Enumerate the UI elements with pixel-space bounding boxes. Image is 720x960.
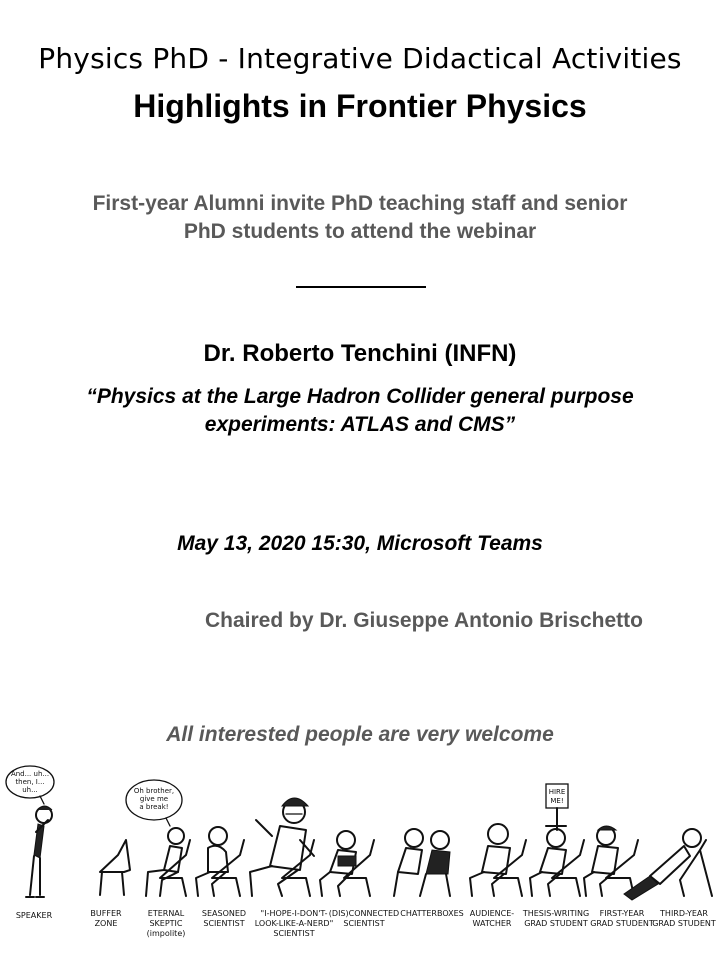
thesis-writing-student-figure: [530, 784, 584, 896]
chatterboxes-figures: [394, 829, 450, 896]
label-audience-watcher-1: AUDIENCE-: [469, 909, 515, 918]
label-audience-watcher-2: WATCHER: [472, 919, 512, 928]
speaker-name: Dr. Roberto Tenchini (INFN): [203, 340, 517, 367]
skeptic-figure: [126, 780, 190, 896]
page-title: Highlights in Frontier Physics: [133, 88, 587, 124]
label-nerd-scientist-1: "I-HOPE-I-DON'T-: [260, 909, 328, 918]
label-chatterboxes: CHATTERBOXES: [400, 909, 464, 918]
label-nerd-scientist-3: SCIENTIST: [273, 929, 315, 938]
empty-chair: [100, 840, 130, 895]
label-nerd-scientist-2: LOOK-LIKE-A-NERD": [254, 919, 334, 928]
cartoon-labels: [16, 909, 716, 938]
welcome-text: All interested people are very welcome: [166, 723, 554, 746]
label-disconnected-scientist-1: (DIS)CONNECTED: [328, 909, 400, 918]
chair-text: Chaired by Dr. Giuseppe Antonio Brischetto: [205, 609, 643, 632]
label-speaker: SPEAKER: [15, 911, 53, 920]
disconnected-scientist-figure: [320, 831, 374, 896]
label-third-year-1: THIRD-YEAR: [660, 909, 708, 918]
label-first-year-2: GRAD STUDENT: [590, 919, 654, 928]
nerd-scientist-figure: [250, 798, 314, 896]
label-seasoned-scientist-1: SEASONED: [201, 909, 247, 918]
label-buffer-zone-2: ZONE: [94, 919, 118, 928]
skeptic-bubble-line-3: a break!: [139, 803, 169, 811]
label-disconnected-scientist-2: SCIENTIST: [343, 919, 385, 928]
talk-title: “Physics at the Large Hadron Collider general purpose experiments: ATLAS and CMS”: [86, 385, 634, 436]
speaker-bubble-line-3: uh...: [22, 786, 38, 794]
label-buffer-zone-1: BUFFER: [90, 909, 122, 918]
label-eternal-skeptic-2: SKEPTIC: [149, 919, 183, 928]
label-first-year-1: FIRST-YEAR: [599, 909, 645, 918]
label-eternal-skeptic-3: (impolite): [146, 929, 186, 938]
audience-cartoon: [0, 760, 720, 956]
speaker-bubble-line-1: And... uh...: [10, 770, 50, 778]
program-subtitle: Physics PhD - Integrative Didactical Activities: [38, 42, 682, 75]
label-third-year-2: GRAD STUDENT: [652, 919, 716, 928]
first-year-student-figure: [584, 826, 638, 896]
audience-watcher-figure: [470, 824, 526, 896]
seasoned-scientist-figure: [196, 827, 244, 896]
skeptic-bubble-line-2: give me: [139, 795, 169, 803]
divider-line: [296, 286, 426, 288]
skeptic-bubble-line-1: Oh brother,: [133, 787, 175, 795]
schedule-text: May 13, 2020 15:30, Microsoft Teams: [177, 532, 543, 555]
label-thesis-writing-2: GRAD STUDENT: [524, 919, 588, 928]
sign-text-line-2: ME!: [550, 797, 564, 805]
speaker-figure: [6, 766, 54, 897]
sign-text-line-1: HIRE: [548, 788, 566, 796]
invitation-text: First-year Alumni invite PhD teaching staff and senior PhD students to attend the webinar: [92, 192, 628, 243]
speaker-bubble-line-2: then, I...: [15, 778, 45, 786]
label-seasoned-scientist-2: SCIENTIST: [203, 919, 245, 928]
label-eternal-skeptic-1: ETERNAL: [147, 909, 185, 918]
label-thesis-writing-1: THESIS-WRITING: [522, 909, 590, 918]
